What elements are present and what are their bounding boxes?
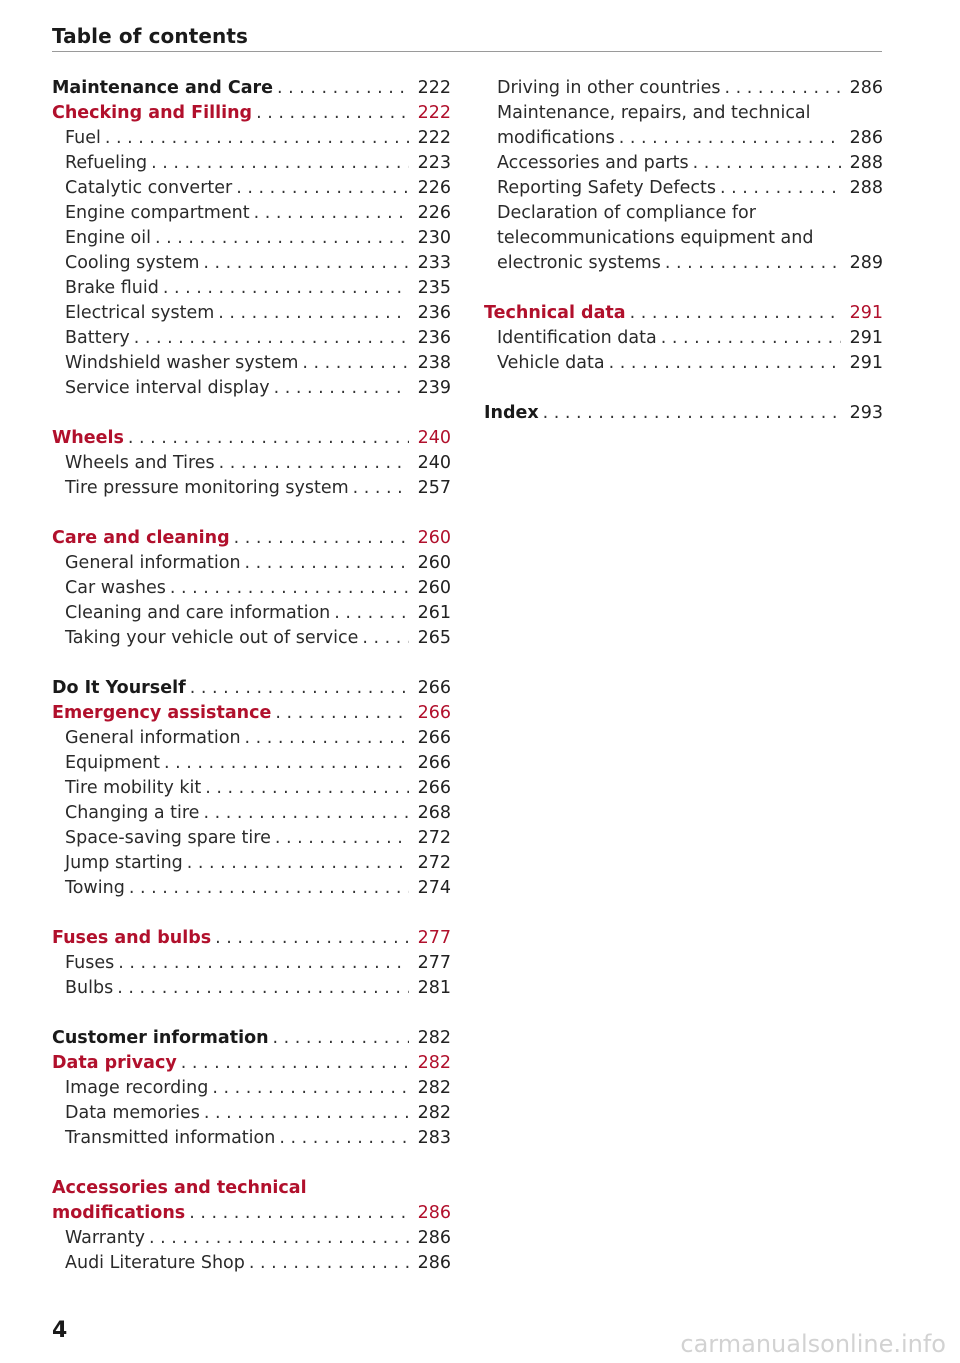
toc-entry[interactable] — [52, 1076, 451, 1101]
toc-entry[interactable] — [52, 301, 451, 326]
toc-entry[interactable] — [52, 476, 451, 501]
dot-leader — [166, 576, 409, 601]
toc-entry[interactable] — [52, 951, 451, 976]
toc-entry-title: Changing a tire — [65, 803, 200, 823]
toc-entry[interactable] — [52, 601, 451, 626]
dot-leader — [208, 1076, 409, 1101]
toc-heading[interactable] — [52, 76, 451, 101]
toc-entry-page: 261 — [417, 603, 451, 623]
toc-heading[interactable] — [52, 701, 451, 726]
toc-entry[interactable] — [52, 976, 451, 1001]
dot-leader — [605, 351, 841, 376]
toc-entry-page: 260 — [417, 553, 451, 573]
toc-entry-title: telecommunications equipment and — [497, 228, 814, 248]
toc-entry-page: 277 — [417, 928, 451, 948]
toc-entry-title: Cooling system — [65, 253, 200, 273]
dot-leader — [101, 126, 409, 151]
toc-entry-title: Tire pressure monitoring system — [65, 478, 349, 498]
toc-entry-title: Identification data — [497, 328, 657, 348]
toc-entry[interactable] — [484, 201, 883, 226]
toc-entry-page: 239 — [417, 378, 451, 398]
toc-entry[interactable] — [52, 801, 451, 826]
toc-heading[interactable] — [52, 1051, 451, 1076]
dot-leader — [113, 976, 409, 1001]
toc-entry-page: 265 — [417, 628, 451, 648]
dot-leader — [657, 326, 841, 351]
toc-entry-title: Fuses — [65, 953, 115, 973]
dot-leader — [114, 951, 409, 976]
toc-entry[interactable] — [52, 626, 451, 651]
dot-leader — [241, 551, 409, 576]
toc-entry-page: 236 — [417, 303, 451, 323]
toc-entry-title: Image recording — [65, 1078, 209, 1098]
toc-entry-title: Maintenance, repairs, and technical — [497, 103, 811, 123]
toc-entry[interactable] — [52, 151, 451, 176]
header-divider — [52, 51, 882, 52]
section-gap — [52, 1151, 451, 1176]
toc-entry-page: 288 — [849, 178, 883, 198]
toc-entry-title: Accessories and technical — [52, 1178, 307, 1198]
page-number: 4 — [52, 1318, 68, 1343]
toc-entry-title: Emergency assistance — [52, 703, 272, 723]
toc-entry-title: Checking and Filling — [52, 103, 253, 123]
toc-entry-page: 274 — [417, 878, 451, 898]
toc-entry-page: 293 — [849, 403, 883, 423]
dot-leader — [270, 376, 409, 401]
toc-entry[interactable] — [484, 351, 883, 376]
toc-entry-title: Reporting Safety Defects — [497, 178, 716, 198]
dot-leader — [298, 351, 409, 376]
toc-entry[interactable] — [52, 176, 451, 201]
dot-leader — [241, 726, 409, 751]
toc-entry-page: 286 — [849, 78, 883, 98]
toc-entry-title: Service interval display — [65, 378, 270, 398]
toc-entry-title: Wheels — [52, 428, 124, 448]
toc-entry-page: 282 — [417, 1053, 451, 1073]
dot-leader — [716, 176, 841, 201]
dot-leader — [661, 251, 841, 276]
toc-entry-page: 240 — [417, 453, 451, 473]
toc-entry[interactable] — [484, 76, 883, 101]
toc-entry-page: 266 — [417, 703, 451, 723]
toc-left-column — [52, 76, 451, 1276]
toc-entry-page: 291 — [849, 328, 883, 348]
toc-entry-title: Taking your vehicle out of service — [65, 628, 359, 648]
dot-leader — [615, 126, 841, 151]
toc-heading[interactable] — [52, 426, 451, 451]
dot-leader — [185, 1201, 409, 1226]
toc-entry-title: Audi Literature Shop — [65, 1253, 245, 1273]
toc-heading[interactable] — [52, 926, 451, 951]
toc-entry-title: Fuel — [65, 128, 101, 148]
toc-entry[interactable] — [52, 326, 451, 351]
toc-entry-page: 286 — [417, 1203, 451, 1223]
toc-entry[interactable] — [52, 776, 451, 801]
dot-leader — [275, 1126, 409, 1151]
dot-leader — [214, 301, 409, 326]
dot-leader — [201, 776, 409, 801]
toc-entry[interactable] — [52, 851, 451, 876]
dot-leader — [358, 626, 409, 651]
toc-entry-page: 222 — [417, 78, 451, 98]
dot-leader — [349, 476, 409, 501]
section-gap — [484, 376, 883, 401]
toc-entry-title: Electrical system — [65, 303, 215, 323]
toc-entry[interactable] — [52, 876, 451, 901]
toc-entry-title: General information — [65, 728, 241, 748]
toc-entry[interactable] — [52, 751, 451, 776]
toc-entry-title: Transmitted information — [65, 1128, 276, 1148]
toc-entry-page: 286 — [417, 1228, 451, 1248]
toc-entry-page: 289 — [849, 253, 883, 273]
toc-entry-page: 235 — [417, 278, 451, 298]
toc-entry-title: modifications — [497, 128, 615, 148]
toc-entry-page: 291 — [849, 303, 883, 323]
section-gap — [52, 1001, 451, 1026]
toc-entry-title: modifications — [52, 1203, 186, 1223]
toc-heading[interactable] — [52, 676, 451, 701]
toc-entry-title: Windshield washer system — [65, 353, 299, 373]
toc-entry-title: Car washes — [65, 578, 166, 598]
toc-entry-title: Jump starting — [65, 853, 183, 873]
dot-leader — [271, 701, 409, 726]
dot-leader — [160, 751, 409, 776]
dot-leader — [145, 1226, 409, 1251]
toc-heading[interactable] — [52, 526, 451, 551]
toc-entry[interactable] — [52, 726, 451, 751]
toc-entry[interactable] — [52, 126, 451, 151]
dot-leader — [125, 876, 409, 901]
toc-entry-title: Index — [484, 403, 539, 423]
toc-entry[interactable] — [52, 251, 451, 276]
toc-entry-page: 268 — [417, 803, 451, 823]
toc-entry[interactable] — [52, 376, 451, 401]
toc-entry-title: Brake fluid — [65, 278, 159, 298]
toc-entry-title: Care and cleaning — [52, 528, 230, 548]
section-gap — [52, 901, 451, 926]
section-gap — [484, 276, 883, 301]
toc-entry-title: Space-saving spare tire — [65, 828, 271, 848]
dot-leader — [130, 326, 409, 351]
dot-leader — [211, 926, 409, 951]
toc-entry-page: 257 — [417, 478, 451, 498]
section-gap — [52, 401, 451, 426]
toc-entry-page: 288 — [849, 153, 883, 173]
toc-entry-title: Catalytic converter — [65, 178, 233, 198]
toc-entry[interactable] — [52, 826, 451, 851]
dot-leader — [232, 176, 409, 201]
dot-leader — [200, 1101, 409, 1126]
toc-entry-title: Towing — [65, 878, 125, 898]
dot-leader — [159, 276, 409, 301]
toc-entry-page: 226 — [417, 203, 451, 223]
toc-entry-title: Technical data — [484, 303, 626, 323]
toc-entry-page: 266 — [417, 778, 451, 798]
toc-entry-page: 282 — [417, 1103, 451, 1123]
toc-entry-page: 286 — [849, 128, 883, 148]
toc-heading[interactable] — [52, 1201, 451, 1226]
dot-leader — [539, 401, 841, 426]
toc-entry-title: Warranty — [65, 1228, 146, 1248]
toc-entry-page: 230 — [417, 228, 451, 248]
toc-entry-page: 260 — [417, 528, 451, 548]
toc-entry[interactable] — [484, 176, 883, 201]
toc-entry[interactable] — [484, 251, 883, 276]
dot-leader — [689, 151, 841, 176]
dot-leader — [330, 601, 409, 626]
toc-entry-page: 282 — [417, 1028, 451, 1048]
toc-entry-page: 226 — [417, 178, 451, 198]
toc-entry-title: Equipment — [65, 753, 160, 773]
toc-entry-page: 240 — [417, 428, 451, 448]
toc-heading[interactable] — [484, 401, 883, 426]
toc-entry-title: Accessories and parts — [497, 153, 689, 173]
toc-entry-title: Battery — [65, 328, 130, 348]
toc-entry-page: 277 — [417, 953, 451, 973]
dot-leader — [186, 676, 409, 701]
toc-entry-page: 282 — [417, 1078, 451, 1098]
dot-leader — [271, 826, 409, 851]
toc-entry-page: 283 — [417, 1128, 451, 1148]
toc-entry-page: 236 — [417, 328, 451, 348]
toc-entry[interactable] — [52, 1226, 451, 1251]
toc-entry-page: 223 — [417, 153, 451, 173]
dot-leader — [230, 526, 409, 551]
toc-entry-title: Maintenance and Care — [52, 78, 274, 98]
toc-entry[interactable] — [52, 551, 451, 576]
watermark: carmanualsonline.info — [680, 1330, 946, 1358]
dot-leader — [151, 226, 409, 251]
toc-entry[interactable] — [52, 201, 451, 226]
dot-leader — [183, 851, 409, 876]
toc-heading[interactable] — [52, 101, 451, 126]
toc-entry-page: 286 — [417, 1253, 451, 1273]
dot-leader — [273, 76, 409, 101]
dot-leader — [199, 251, 409, 276]
toc-entry[interactable] — [52, 1251, 451, 1276]
dot-leader — [199, 801, 409, 826]
toc-entry[interactable] — [484, 101, 883, 126]
toc-entry[interactable] — [52, 226, 451, 251]
toc-entry-page: 281 — [417, 978, 451, 998]
toc-entry-title: Do It Yourself — [52, 678, 186, 698]
toc-entry[interactable] — [52, 1101, 451, 1126]
section-gap — [52, 651, 451, 676]
toc-entry-title: Engine oil — [65, 228, 151, 248]
dot-leader — [177, 1051, 409, 1076]
toc-entry-page: 266 — [417, 753, 451, 773]
toc-entry-title: electronic systems — [497, 253, 661, 273]
toc-entry-title: Declaration of compliance for — [497, 203, 756, 223]
toc-entry[interactable] — [52, 351, 451, 376]
toc-entry-page: 238 — [417, 353, 451, 373]
toc-entry-page: 272 — [417, 828, 451, 848]
toc-entry-page: 266 — [417, 728, 451, 748]
toc-entry[interactable] — [52, 451, 451, 476]
toc-entry[interactable] — [484, 226, 883, 251]
section-gap — [52, 501, 451, 526]
dot-leader — [626, 301, 841, 326]
toc-entry[interactable] — [484, 151, 883, 176]
dot-leader — [252, 101, 409, 126]
toc-heading[interactable] — [484, 301, 883, 326]
toc-entry-page: 222 — [417, 128, 451, 148]
toc-entry-page: 260 — [417, 578, 451, 598]
toc-heading[interactable] — [52, 1026, 451, 1051]
toc-entry-page: 291 — [849, 353, 883, 373]
toc-entry-title: General information — [65, 553, 241, 573]
toc-entry[interactable] — [52, 576, 451, 601]
toc-entry-title: Fuses and bulbs — [52, 928, 212, 948]
toc-heading[interactable] — [52, 1176, 451, 1201]
toc-entry[interactable] — [484, 326, 883, 351]
toc-entry-title: Wheels and Tires — [65, 453, 215, 473]
page-title: Table of contents — [52, 24, 249, 48]
toc-entry-title: Engine compartment — [65, 203, 250, 223]
toc-entry-title: Vehicle data — [497, 353, 605, 373]
toc-entry[interactable] — [52, 1126, 451, 1151]
dot-leader — [147, 151, 409, 176]
toc-entry-title: Data memories — [65, 1103, 200, 1123]
toc-entry-page: 222 — [417, 103, 451, 123]
toc-entry[interactable] — [484, 126, 883, 151]
dot-leader — [124, 426, 409, 451]
toc-entry-title: Tire mobility kit — [65, 778, 202, 798]
toc-entry-title: Bulbs — [65, 978, 114, 998]
dot-leader — [245, 1251, 409, 1276]
toc-entry-page: 272 — [417, 853, 451, 873]
toc-entry-page: 233 — [417, 253, 451, 273]
toc-entry-title: Refueling — [65, 153, 148, 173]
toc-entry-page: 266 — [417, 678, 451, 698]
toc-entry[interactable] — [52, 276, 451, 301]
toc-entry-title: Driving in other countries — [497, 78, 721, 98]
toc-entry-title: Cleaning and care information — [65, 603, 331, 623]
dot-leader — [250, 201, 409, 226]
dot-leader — [269, 1026, 409, 1051]
toc-entry-title: Customer information — [52, 1028, 269, 1048]
dot-leader — [215, 451, 409, 476]
toc-entry-title: Data privacy — [52, 1053, 177, 1073]
dot-leader — [721, 76, 841, 101]
toc-right-column — [484, 76, 883, 426]
